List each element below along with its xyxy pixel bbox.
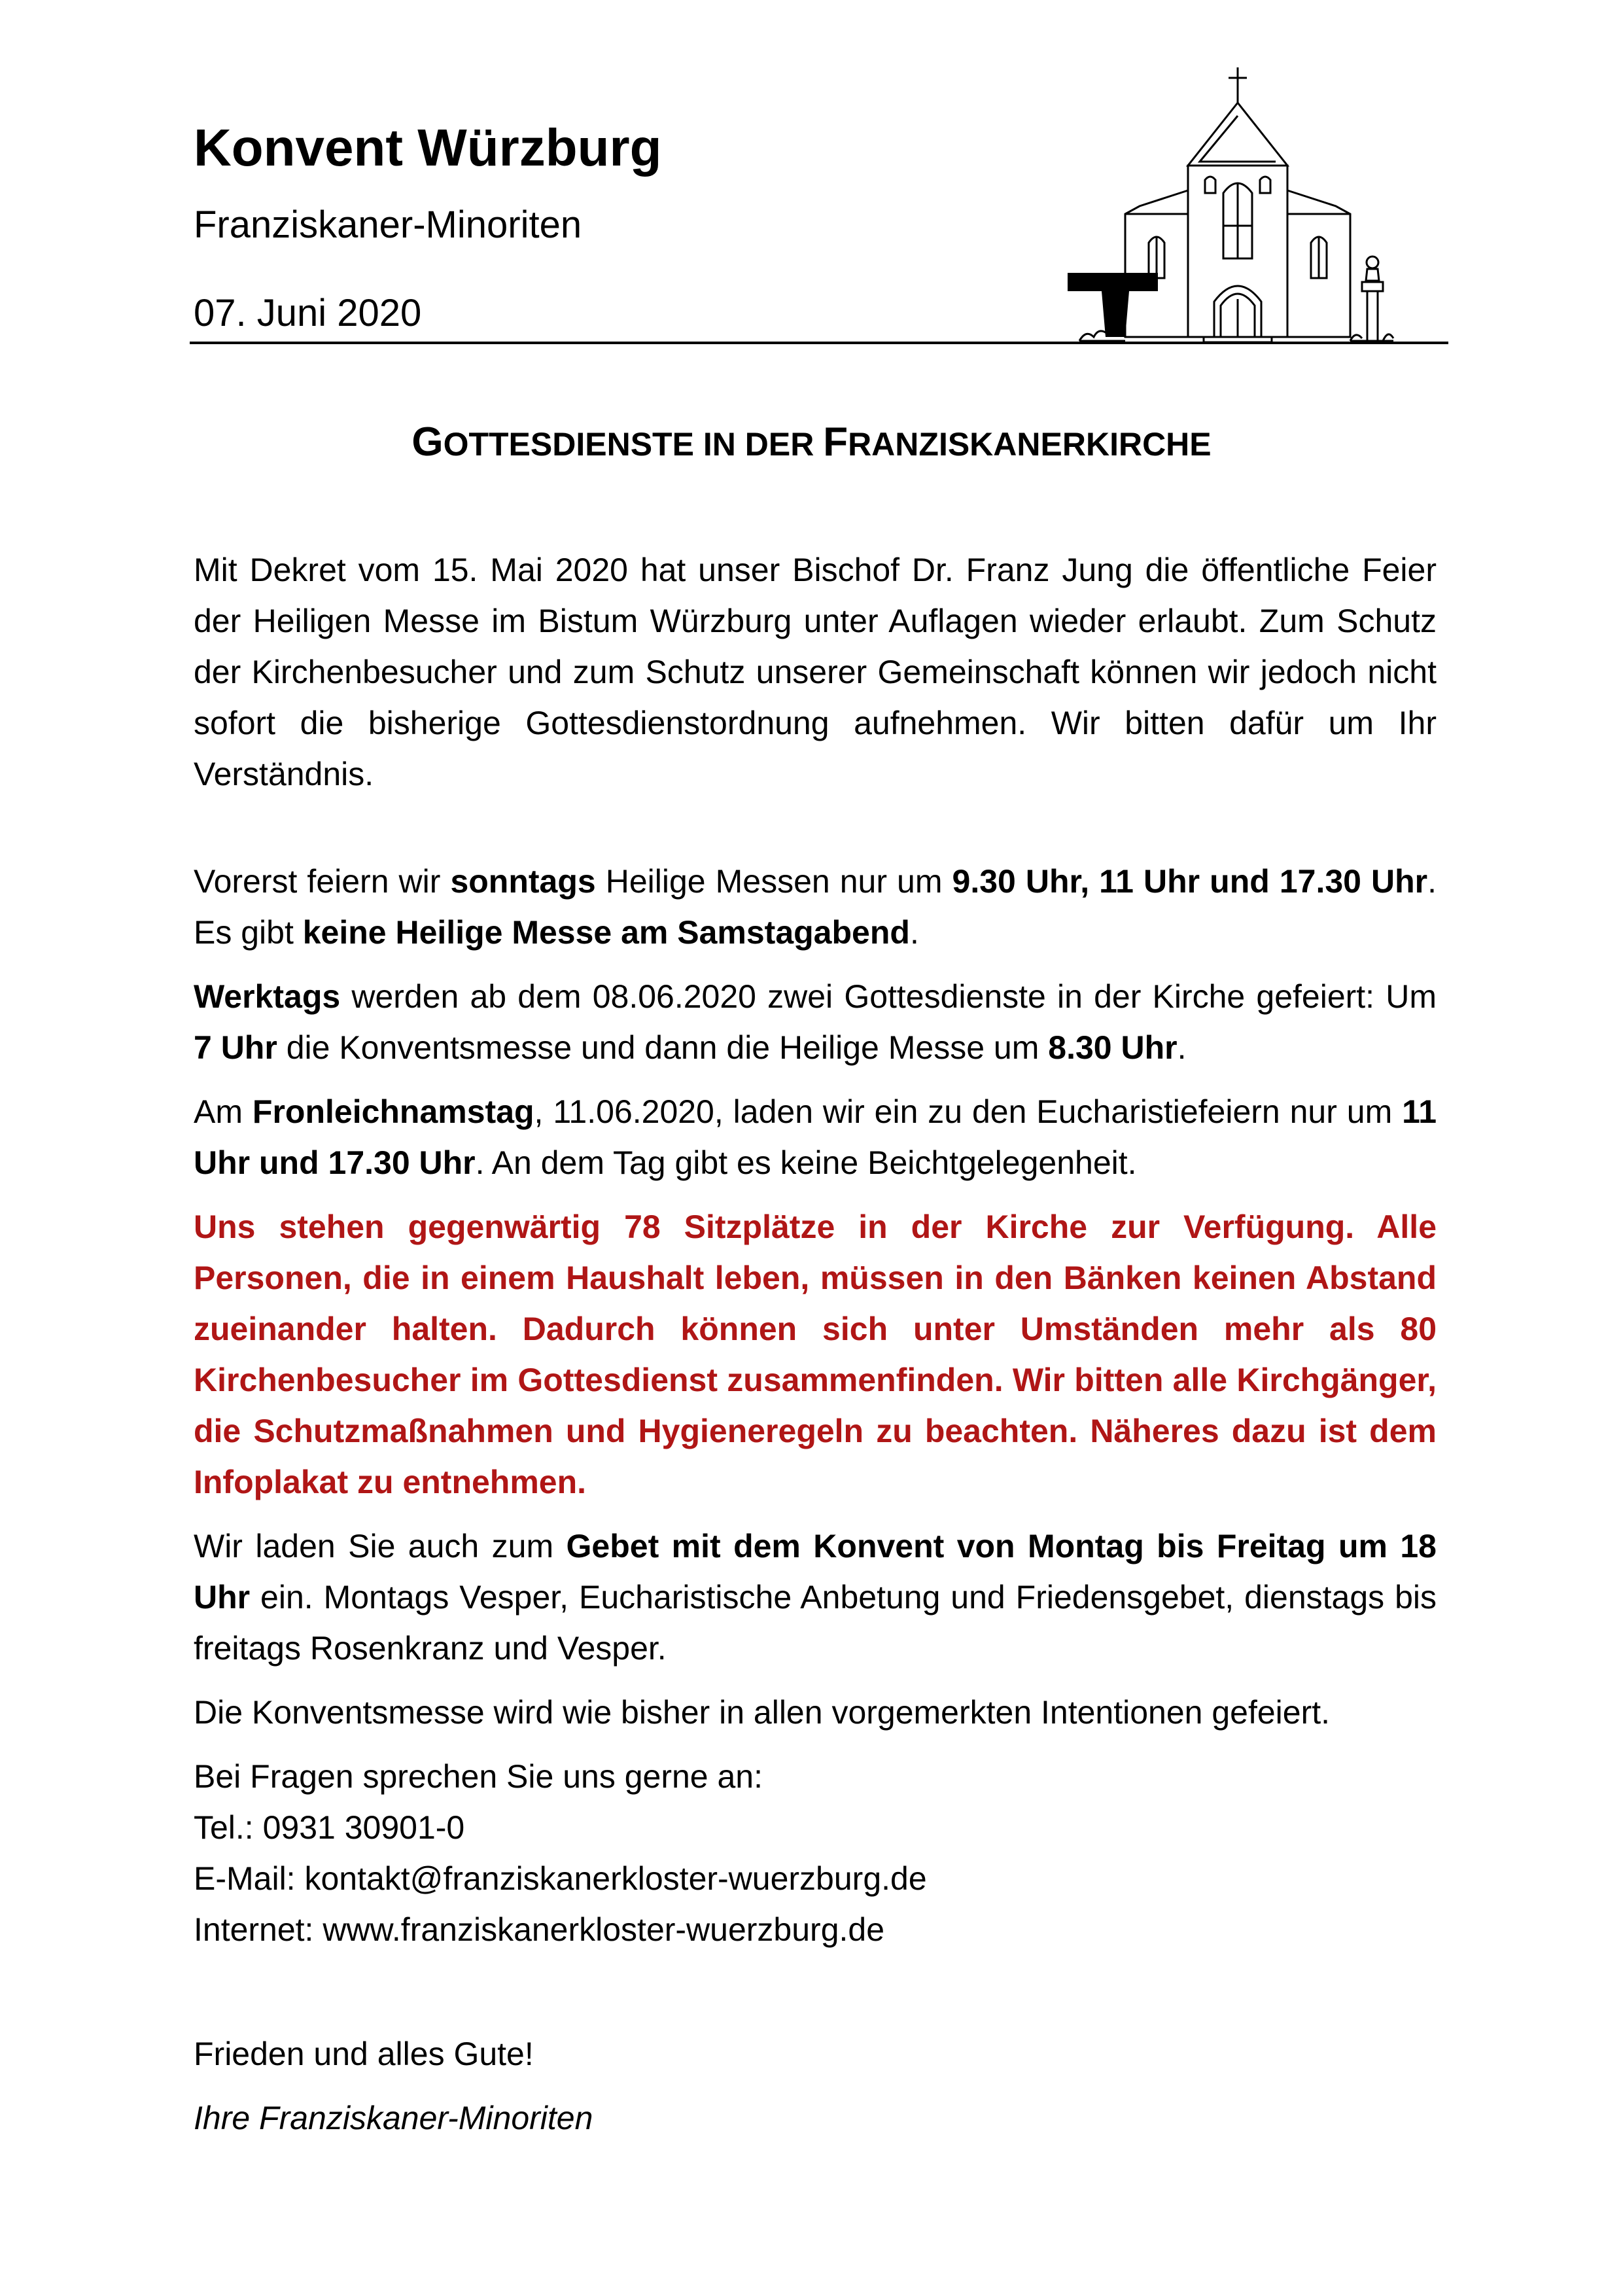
bold-span: Werktags bbox=[194, 978, 341, 1015]
bold-span: 7 Uhr bbox=[194, 1029, 277, 1066]
contact-block bbox=[194, 1751, 1437, 1955]
text-span: die Konventsmesse und dann die Heilige Messe um bbox=[277, 1029, 1049, 1066]
bold-span: 8.30 Uhr bbox=[1048, 1029, 1178, 1066]
intro-paragraph: Mit Dekret vom 15. Mai 2020 hat unser Bischof Dr. Franz Jung die öffentliche Feier der Heiligen Messe im Bistum Würzburg unter Auflagen wieder erlaubt. Zum Schutz der Kirchenbesucher und zum Schutz unserer Gemeinschaft können wir jedoch nicht sofort die bisherige Gottesdienstordnung aufnehmen. Wir bitten dafür um Ihr Verständnis. bbox=[194, 552, 1437, 792]
title-initial-1: G bbox=[411, 419, 444, 465]
contact-phone: Tel.: 0931 30901-0 bbox=[194, 1809, 465, 1846]
text-span: Wir laden Sie auch zum bbox=[194, 1528, 567, 1564]
tau-cross-icon bbox=[1068, 273, 1158, 337]
title-part-1: OTTESDIENSTE IN DER bbox=[443, 426, 824, 463]
bold-span: Fronleichnamstag bbox=[252, 1093, 534, 1130]
corpus-christi-paragraph bbox=[194, 1086, 1437, 1188]
text-span: . bbox=[1177, 1029, 1187, 1066]
text-span: . Es gibt bbox=[194, 863, 1437, 951]
document-date: 07. Juni 2020 bbox=[194, 292, 422, 334]
text-span: werden ab dem 08.06.2020 zwei Gottesdienste in der Kirche gefeiert: Um bbox=[340, 978, 1437, 1015]
mass-note-paragraph: Die Konventsmesse wird wie bisher in allen vorgemerkten Intentionen gefeiert. bbox=[194, 1694, 1331, 1731]
header-divider bbox=[190, 342, 1448, 344]
text-span: , 11.06.2020, laden wir ein zu den Eucharistiefeiern nur um bbox=[534, 1093, 1403, 1130]
text-span: Heilige Messen nur um bbox=[595, 863, 952, 900]
bold-span: 11 Uhr und 17.30 Uhr bbox=[194, 1093, 1437, 1181]
title-part-2: RANZISKANERKIRCHE bbox=[848, 426, 1212, 463]
text-span: . bbox=[909, 914, 919, 951]
text-span: ein. Montags Vesper, Eucharistische Anbetung und Friedensgebet, dienstags bis freitags Rosenkranz und Vesper. bbox=[194, 1579, 1437, 1667]
page-title bbox=[0, 419, 1623, 465]
signature: Ihre Franziskaner-Minoriten bbox=[194, 2100, 593, 2136]
bold-span: sonntags bbox=[450, 863, 596, 900]
letter-body bbox=[194, 544, 1437, 2157]
text-span: . An dem Tag gibt es keine Beichtgelegenheit. bbox=[475, 1144, 1137, 1181]
title-initial-2: F bbox=[823, 419, 848, 465]
org-subtitle: Franziskaner-Minoriten bbox=[194, 203, 582, 246]
bold-span: 9.30 Uhr, 11 Uhr und 17.30 Uhr bbox=[952, 863, 1428, 900]
contact-website: Internet: www.franziskanerkloster-wuerzburg.de bbox=[194, 1911, 885, 1948]
contact-intro: Bei Fragen sprechen Sie uns gerne an: bbox=[194, 1758, 763, 1795]
org-name: Konvent Würzburg bbox=[194, 118, 662, 177]
seating-notice: Uns stehen gegenwärtig 78 Sitzplätze in der Kirche zur Verfügung. Alle Personen, die in einem Haushalt leben, müssen in den Bänken keinen Abstand zueinander halten. Dadurch können sich unter Umständen mehr als 80 Kirchenbesucher im Gottesdienst zusammenfinden. Wir bitten alle Kirchgänger, die Schutzmaßnahmen und Hygieneregeln zu beachten. Näheres dazu ist dem Infoplakat zu entnehmen. bbox=[194, 1209, 1437, 1500]
prayer-paragraph bbox=[194, 1521, 1437, 1674]
weekday-paragraph bbox=[194, 971, 1437, 1073]
bold-span: Gebet mit dem Konvent von Montag bis Freitag um 18 Uhr bbox=[194, 1528, 1437, 1616]
church-illustration bbox=[1060, 62, 1400, 350]
text-span: Am bbox=[194, 1093, 253, 1130]
sunday-paragraph bbox=[194, 856, 1437, 958]
text-span: Vorerst feiern wir bbox=[194, 863, 451, 900]
greeting: Frieden und alles Gute! bbox=[194, 2036, 534, 2072]
contact-email: E-Mail: kontakt@franziskanerkloster-wuerzburg.de bbox=[194, 1860, 927, 1897]
bold-span: keine Heilige Messe am Samstagabend bbox=[302, 914, 910, 951]
